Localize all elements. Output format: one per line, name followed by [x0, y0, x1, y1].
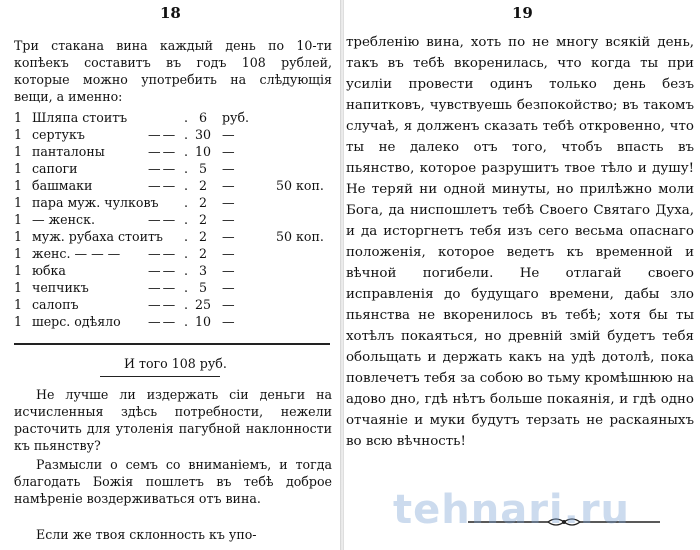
item-quantity: 1	[14, 314, 23, 329]
watermark-text: tehnari.ru	[393, 487, 631, 533]
expense-row	[14, 109, 334, 126]
item-name: шерс. одѣяло	[32, 314, 121, 329]
expense-row	[14, 262, 334, 279]
item-quantity: 1	[14, 144, 23, 159]
item-amount: 5	[198, 161, 207, 176]
item-amount: 2	[198, 178, 207, 193]
item-dash: — —	[148, 280, 175, 295]
item-unit: —	[222, 144, 235, 159]
item-dash: — —	[148, 314, 175, 329]
leader-dot: .	[184, 263, 189, 278]
item-amount: 3	[198, 263, 207, 278]
item-amount: 10	[194, 314, 212, 329]
leader-dot: .	[184, 229, 189, 244]
item-quantity: 1	[14, 280, 23, 295]
item-quantity: 1	[14, 127, 23, 142]
item-unit: —	[222, 127, 235, 142]
page-number-left: 18	[160, 4, 181, 22]
item-quantity: 1	[14, 110, 23, 125]
item-quantity: 1	[14, 195, 23, 210]
total-line: И того 108 руб.	[124, 356, 227, 371]
leader-dot: .	[184, 127, 189, 142]
item-unit: —	[222, 229, 235, 244]
item-quantity: 1	[14, 178, 23, 193]
item-name: башмаки	[32, 178, 93, 193]
item-unit: —	[222, 195, 235, 210]
paragraph-reflect: Размысли о семъ со вниманіемъ, и тогда благодать Божія пошлетъ въ тебѣ доброе намѣреніе воздерживаться отъ вина.	[14, 457, 332, 506]
expense-row	[14, 279, 334, 296]
leader-dot: .	[184, 144, 189, 159]
expense-row	[14, 194, 334, 211]
item-dash: — —	[148, 212, 175, 227]
short-rule	[100, 376, 220, 377]
item-quantity: 1	[14, 263, 23, 278]
expense-row	[14, 313, 334, 330]
item-dash: — —	[148, 263, 175, 278]
item-unit: —	[222, 178, 235, 193]
item-name: женс. — — —	[32, 246, 121, 261]
item-unit: —	[222, 161, 235, 176]
expense-row	[14, 296, 334, 313]
item-kopeks: 50 коп.	[276, 229, 324, 244]
item-name: панталоны	[32, 144, 105, 159]
intro-paragraph: Три стакана вина каждый день по 10-ти копѣекъ составитъ въ годъ 108 рублей, которые можно употребить на слѣдующія вещи, а именно:	[14, 38, 332, 104]
leader-dot: .	[184, 297, 189, 312]
right-page	[344, 0, 700, 550]
item-name: пара муж. чулковъ	[32, 195, 159, 210]
item-dash: — —	[148, 161, 175, 176]
expense-row	[14, 177, 334, 194]
item-amount: 5	[198, 280, 207, 295]
item-name: Шляпа стоитъ	[32, 110, 128, 125]
item-quantity: 1	[14, 229, 23, 244]
leader-dot: .	[184, 110, 189, 125]
leader-dot: .	[184, 246, 189, 261]
right-page-text: требленію вина, хоть по не многу всякій день, такъ въ тебѣ вкоренилась, что когда ты при усиліи провести одинъ только день безъ напитковъ, чувствуешь безпокойство; въ такомъ случаѣ, я долженъ сказать тебѣ откровенно, что ты не далеко отъ того, чтобъ впасть въ пьянство, которое разрушитъ твое тѣло и душу! Не теряй ни одной минуты, но прилѣжно моли Бога, да ниспошлетъ тебѣ Своего Святаго Духа, и да исторгнетъ тебя изъ сего весьма опаснаго положенія, которое ведетъ къ временной и вѣчной погибели. Не отлагай своего исправленія до будущаго времени, дабы зло пьянства не вкоренилось въ тебѣ; хотя бы ты хотѣлъ покаяться, но древній змій будетъ тебя обольщать и держать какъ на удѣ дотолѣ, пока повлечетъ тебя за собою во тьму кромѣшнюю на адово дно, гдѣ нѣтъ больше покаянія, и гдѣ одно отчаяніе и муки будутъ терзать не раскаяныхъ во всю вѣчность!	[346, 35, 694, 449]
leader-dot: .	[184, 314, 189, 329]
item-dash: — —	[148, 246, 175, 261]
item-unit: —	[222, 280, 235, 295]
item-unit: —	[222, 297, 235, 312]
item-quantity: 1	[14, 212, 23, 227]
item-dash: — —	[148, 144, 175, 159]
item-quantity: 1	[14, 161, 23, 176]
paragraph-continued: Если же твоя склонность къ упо-	[36, 527, 257, 542]
item-unit: руб.	[222, 110, 250, 125]
item-name: чепчикъ	[32, 280, 89, 295]
left-page	[0, 0, 340, 550]
item-kopeks: 50 коп.	[276, 178, 324, 193]
expense-row	[14, 143, 334, 160]
expense-row	[14, 211, 334, 228]
item-quantity: 1	[14, 297, 23, 312]
leader-dot: .	[184, 161, 189, 176]
expense-list	[14, 109, 334, 330]
item-unit: —	[222, 212, 235, 227]
item-amount: 30	[194, 127, 212, 142]
item-name: салопъ	[32, 297, 79, 312]
item-dash: — —	[148, 178, 175, 193]
item-name: муж. рубаха стоитъ	[32, 229, 163, 244]
item-name: сапоги	[32, 161, 78, 176]
item-dash: — —	[148, 297, 175, 312]
item-quantity: 1	[14, 246, 23, 261]
paragraph-question: Не лучше ли издержать сіи деньги на исчисленныя здѣсь потребности, нежели расточить для утоленія пагубной наклонности къ пьянству?	[14, 387, 332, 453]
item-unit: —	[222, 314, 235, 329]
expense-row	[14, 228, 334, 245]
item-amount: 2	[198, 246, 207, 261]
item-amount: 2	[198, 195, 207, 210]
leader-dot: .	[184, 195, 189, 210]
item-dash: — —	[148, 127, 175, 142]
leader-dot: .	[184, 178, 189, 193]
page-number-right: 19	[512, 4, 533, 22]
leader-dot: .	[184, 280, 189, 295]
divider-rule	[14, 343, 330, 345]
item-amount: 25	[194, 297, 212, 312]
item-amount: 2	[198, 229, 207, 244]
item-name: — женск.	[32, 212, 95, 227]
item-amount: 10	[194, 144, 212, 159]
item-amount: 2	[198, 212, 207, 227]
expense-row	[14, 126, 334, 143]
item-unit: —	[222, 246, 235, 261]
item-name: сертукъ	[32, 127, 85, 142]
expense-row	[14, 245, 334, 262]
leader-dot: .	[184, 212, 189, 227]
item-name: юбка	[32, 263, 66, 278]
expense-row	[14, 160, 334, 177]
item-amount: 6	[198, 110, 207, 125]
item-unit: —	[222, 263, 235, 278]
